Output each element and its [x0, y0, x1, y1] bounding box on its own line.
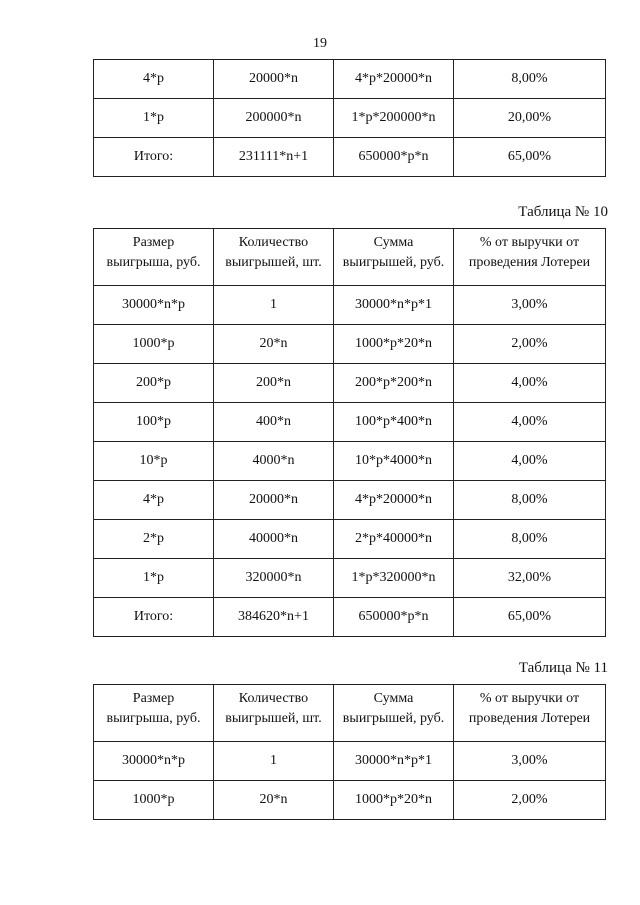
table-cell: 10*p	[94, 442, 214, 481]
table-cell: 1000*p	[94, 325, 214, 364]
table-cell: 200*p	[94, 364, 214, 403]
header-line: Сумма	[373, 691, 414, 706]
prize-table-10	[93, 228, 606, 637]
table-cell: 2*p*40000*n	[334, 520, 454, 559]
table-11-caption: Таблица № 11	[518, 660, 608, 676]
table-cell: 650000*p*n	[334, 138, 454, 177]
table-cell: 100*p*400*n	[334, 403, 454, 442]
column-header-prize-sum	[334, 229, 454, 286]
table-row	[94, 99, 606, 138]
column-header-prize-sum	[334, 685, 454, 742]
table-cell: 10*p*4000*n	[334, 442, 454, 481]
table-row	[94, 520, 606, 559]
table-cell: 8,00%	[454, 520, 606, 559]
table-cell: 4000*n	[214, 442, 334, 481]
table-cell: 200*p*200*n	[334, 364, 454, 403]
header-line: % от выручки от	[479, 691, 580, 706]
header-line: выигрышей, шт.	[225, 711, 322, 726]
page-number: 19	[313, 36, 327, 51]
table-cell: 1	[214, 286, 334, 325]
table-cell: 1	[214, 742, 334, 781]
header-line: выигрыша, руб.	[106, 711, 201, 726]
table-cell: 40000*n	[214, 520, 334, 559]
table-10-caption: Таблица № 10	[518, 204, 608, 220]
header-line: Количество	[238, 235, 309, 250]
table-cell: 400*n	[214, 403, 334, 442]
table-row	[94, 781, 606, 820]
table-cell: 1000*p	[94, 781, 214, 820]
table-cell: 2*p	[94, 520, 214, 559]
table-row	[94, 60, 606, 99]
table-cell: 30000*n*p	[94, 742, 214, 781]
table-cell: Итого:	[94, 138, 214, 177]
table-row	[94, 481, 606, 520]
table-cell: 20*n	[214, 781, 334, 820]
table-cell: 1*p	[94, 99, 214, 138]
table-row	[94, 742, 606, 781]
table-cell: 384620*n+1	[214, 598, 334, 637]
header-line: проведения Лотереи	[468, 255, 591, 270]
column-header-prize-count	[214, 685, 334, 742]
prize-table-11	[93, 684, 606, 820]
table-cell: 1*p*320000*n	[334, 559, 454, 598]
table-cell: 231111*n+1	[214, 138, 334, 177]
column-header-revenue-share	[454, 229, 606, 286]
table-cell: 3,00%	[454, 742, 606, 781]
table-cell: 4,00%	[454, 364, 606, 403]
column-header-prize-count	[214, 229, 334, 286]
table-cell: 30000*n*p*1	[334, 286, 454, 325]
table-row	[94, 442, 606, 481]
table-cell: 4*p*20000*n	[334, 60, 454, 99]
table-cell: 4*p	[94, 481, 214, 520]
table-cell: 1*p	[94, 559, 214, 598]
table-row	[94, 364, 606, 403]
header-line: выигрышей, руб.	[342, 255, 445, 270]
table-cell: 2,00%	[454, 325, 606, 364]
table-cell: 200*n	[214, 364, 334, 403]
header-line: проведения Лотереи	[468, 711, 591, 726]
table-cell: 4*p*20000*n	[334, 481, 454, 520]
table-row-total	[94, 598, 606, 637]
header-line: Размер	[132, 235, 175, 250]
table-cell: 200000*n	[214, 99, 334, 138]
header-line: % от выручки от	[479, 235, 580, 250]
table-cell: 4,00%	[454, 442, 606, 481]
table-row	[94, 325, 606, 364]
column-header-revenue-share	[454, 685, 606, 742]
table-cell: 8,00%	[454, 60, 606, 99]
table-cell: Итого:	[94, 598, 214, 637]
header-line: Количество	[238, 691, 309, 706]
table-cell: 20,00%	[454, 99, 606, 138]
table-header-row	[94, 685, 606, 742]
table-cell: 20000*n	[214, 60, 334, 99]
table-cell: 32,00%	[454, 559, 606, 598]
header-line: выигрыша, руб.	[106, 255, 201, 270]
table-cell: 20000*n	[214, 481, 334, 520]
table-cell: 8,00%	[454, 481, 606, 520]
header-line: Сумма	[373, 235, 414, 250]
header-line: выигрышей, руб.	[342, 711, 445, 726]
table-cell: 650000*p*n	[334, 598, 454, 637]
table-row-total	[94, 138, 606, 177]
table-cell: 4,00%	[454, 403, 606, 442]
table-cell: 4*p	[94, 60, 214, 99]
column-header-prize-size	[94, 685, 214, 742]
table-cell: 30000*n*p	[94, 286, 214, 325]
table-row	[94, 403, 606, 442]
table-cell: 20*n	[214, 325, 334, 364]
table-cell: 320000*n	[214, 559, 334, 598]
table-header-row	[94, 229, 606, 286]
table-row	[94, 559, 606, 598]
table-body	[94, 60, 606, 177]
header-line: Размер	[132, 691, 175, 706]
table-cell: 30000*n*p*1	[334, 742, 454, 781]
table-cell: 65,00%	[454, 138, 606, 177]
table-cell: 1000*p*20*n	[334, 325, 454, 364]
header-line: выигрышей, шт.	[225, 255, 322, 270]
table-cell: 3,00%	[454, 286, 606, 325]
table-cell: 1000*p*20*n	[334, 781, 454, 820]
prize-table-continued	[93, 59, 606, 177]
table-cell: 65,00%	[454, 598, 606, 637]
table-cell: 2,00%	[454, 781, 606, 820]
column-header-prize-size	[94, 229, 214, 286]
table-row	[94, 286, 606, 325]
table-cell: 100*p	[94, 403, 214, 442]
table-cell: 1*p*200000*n	[334, 99, 454, 138]
